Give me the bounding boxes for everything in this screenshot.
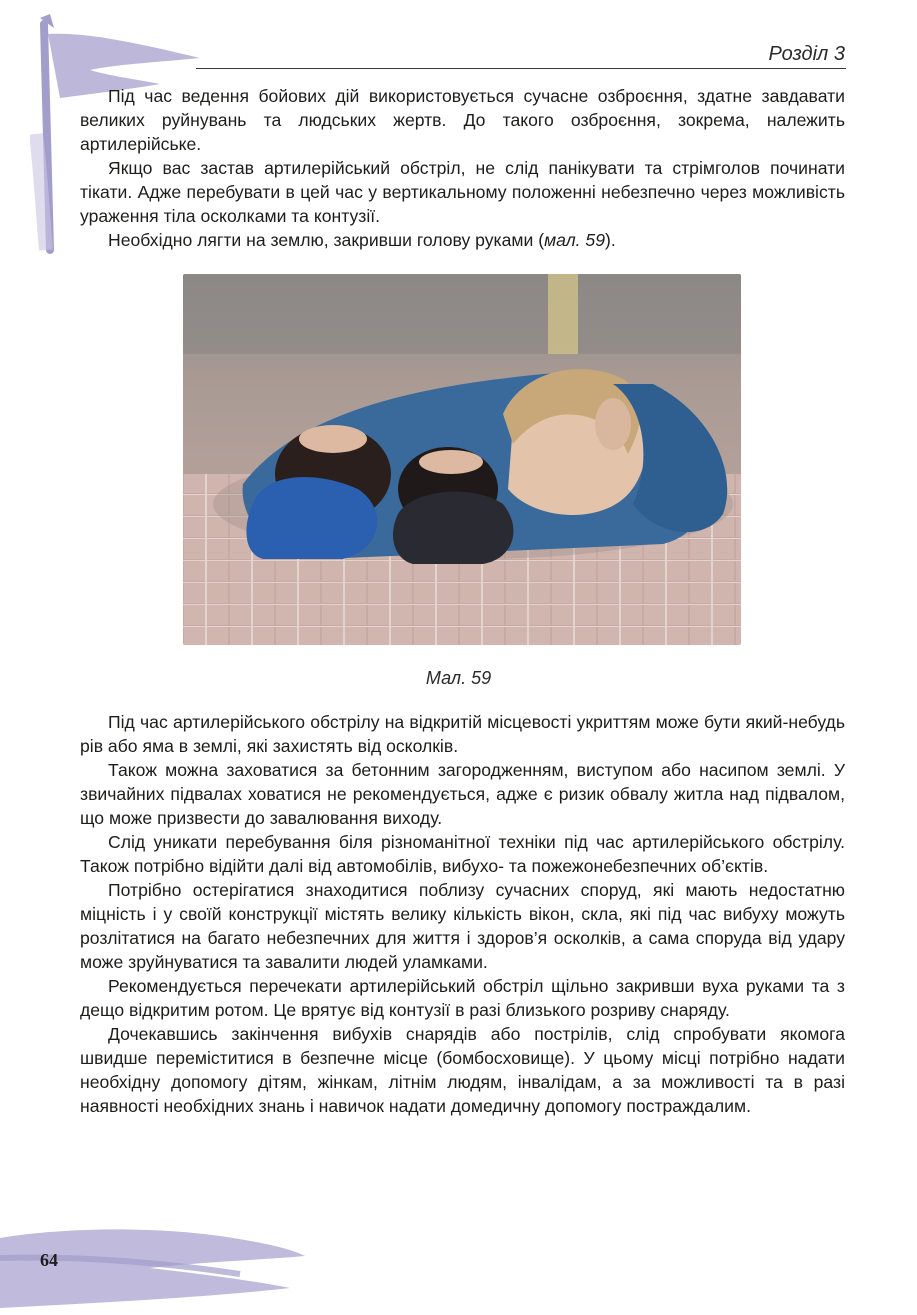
- intro-text: [80, 84, 845, 252]
- paragraph: Слід уникати перебування біля різноманітної техніки під час артилерійського обстрілу. Також потрібно відійти далі від автомобілів, вибухо- та пожежонебезпечних об’єктів.: [80, 832, 845, 876]
- body-text: [80, 710, 845, 1118]
- figure-caption: Мал. 59: [425, 668, 492, 688]
- paragraph: Потрібно остерігатися знаходитися поблизу сучасних споруд, які мають недостатню міцність і у своїй конструкції містять велику кількість вікон, скла, які під час вибуху можуть розлітатися на багато небезпечних для життя і здоров’я осколків, а сама споруда від удару може зруйнуватися та завалити людей уламками.: [80, 880, 845, 972]
- figure-photo: [183, 274, 741, 645]
- text-span: Необхідно лягти на землю, закривши голову руками (: [108, 230, 545, 250]
- header-rule: [196, 68, 846, 69]
- section-label: Розділ 3: [768, 43, 845, 65]
- paragraph: Також можна заховатися за бетонним загородженням, виступом або насипом землі. У звичайних підвалах ховатися не рекомендується, адже є ризик обвалу житла над підвалом, що може призвести до завалювання виходу.: [80, 760, 845, 828]
- page-number: 64: [40, 1250, 58, 1270]
- paragraph: Під час ведення бойових дій використовується сучасне озброєння, здатне завдавати великих руйнувань та людських жертв. До такого озброєння, зокрема, належить артилерійське.: [80, 86, 845, 154]
- figure-reference: мал. 59: [544, 230, 605, 250]
- paragraph: Якщо вас застав артилерійський обстріл, не слід панікувати та стрімголов починати тікати. Адже перебувати в цей час у вертикальному положенні небезпечно через можливість ураження тіла осколками та контузії.: [80, 158, 845, 226]
- paragraph: Під час артилерійського обстрілу на відкритій місцевості укриттям може бути який-небудь рів або яма в землі, які захистять від осколків.: [80, 712, 845, 756]
- paragraph: Дочекавшись закінчення вибухів снарядів або пострілів, слід спробувати якомога швидше переміститися в безпечне місце (бомбосховище). У цьому місці потрібно надати необхідну допомогу дітям, жінкам, літнім людям, інвалідам, а за можливості та в разі наявності необхідних знань і навичок надати домедичну допомогу постраждалим.: [80, 1024, 845, 1116]
- text-span: ).: [605, 230, 616, 250]
- paragraph-figure-reference: [80, 228, 845, 252]
- paragraph: Рекомендується перечекати артилерійський обстріл щільно закривши вуха руками та з дещо відкритим ротом. Це врятує від контузії в разі близького розриву снаряду.: [80, 976, 845, 1020]
